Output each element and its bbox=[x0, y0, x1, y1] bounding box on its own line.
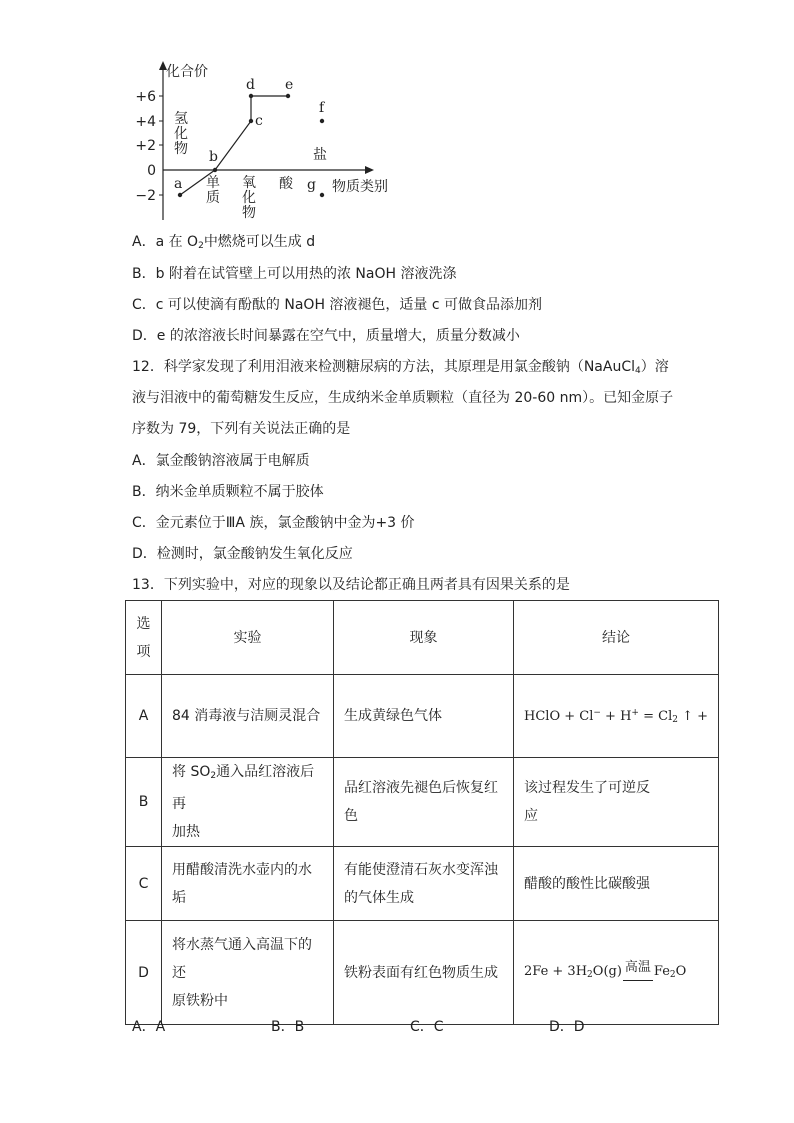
row-phenomenon: 有能使澄清石灰水变浑浊 的气体生成 bbox=[334, 847, 514, 921]
q13-stem: 13．下列实验中，对应的现象以及结论都正确且两者具有因果关系的是 bbox=[132, 577, 570, 593]
category-char: 氢 bbox=[174, 111, 188, 127]
category-oxide bbox=[242, 175, 256, 221]
row-conclusion: 醋酸的酸性比碳酸强 bbox=[514, 847, 719, 921]
experiment-table bbox=[125, 600, 719, 1025]
line-b-c bbox=[215, 121, 251, 170]
row-phenomenon: 铁粉表面有红色物质生成 bbox=[334, 921, 514, 1025]
row-conclusion: HClO + $Cl^- + H^+ = Cl_2$ ↑ + bbox=[514, 675, 719, 758]
table-row bbox=[126, 758, 719, 847]
row-option: C bbox=[126, 847, 162, 921]
row-experiment: 将水蒸气通入高温下的还 原铁粉中 bbox=[162, 921, 334, 1025]
answer-d: D．D bbox=[549, 1019, 585, 1035]
point-label-e: e bbox=[285, 77, 294, 93]
q12-option-b: B．纳米金单质颗粒不属于胶体 bbox=[132, 484, 324, 500]
header-experiment: 实验 bbox=[162, 601, 334, 675]
header-conclusion: 结论 bbox=[514, 601, 719, 675]
table-row bbox=[126, 921, 719, 1025]
answer-b: B．B bbox=[271, 1019, 305, 1035]
q12-option-d: D．检测时，氯金酸钠发生氧化反应 bbox=[132, 546, 353, 562]
point-label-g: g bbox=[307, 177, 316, 193]
point-c bbox=[249, 119, 253, 123]
point-b bbox=[213, 168, 217, 172]
category-char: 单 bbox=[206, 175, 220, 191]
row-phenomenon: 品红溶液先褪色后恢复红 色 bbox=[334, 758, 514, 847]
row-option: D bbox=[126, 921, 162, 1025]
point-label-f: f bbox=[319, 100, 325, 116]
category-salt: 盐 bbox=[313, 147, 327, 163]
row-experiment: 用醋酸清洗水壶内的水垢 bbox=[162, 847, 334, 921]
point-a bbox=[178, 193, 182, 197]
table-row bbox=[126, 675, 719, 758]
y-ticks bbox=[135, 89, 163, 204]
category-char: 化 bbox=[174, 126, 188, 142]
x-axis-arrow bbox=[365, 166, 374, 174]
header-phenomenon: 现象 bbox=[334, 601, 514, 675]
y-tick-label: +2 bbox=[135, 138, 156, 154]
q12-option-a: A．氯金酸钠溶液属于电解质 bbox=[132, 453, 310, 469]
category-element bbox=[206, 175, 220, 206]
q12-stem-line-3: 序数为 79，下列有关说法正确的是 bbox=[132, 421, 351, 437]
reaction-equation: $2Fe + 3H_2O(g)$ 高温 $Fe_2O$ bbox=[524, 964, 686, 979]
answer-c: C．C bbox=[410, 1019, 444, 1035]
category-char: 物 bbox=[174, 141, 188, 157]
point-f bbox=[320, 119, 324, 123]
q11-option-c: C．c 可以使滴有酚酞的 NaOH 溶液褪色，适量 c 可做食品添加剂 bbox=[132, 297, 543, 313]
q12-stem-line-1: 12．科学家发现了利用泪液来检测糖尿病的方法，其原理是用氯金酸钠（NaAuCl$_4$）溶 bbox=[132, 359, 669, 376]
y-tick-label: −2 bbox=[135, 188, 156, 204]
category-char: 化 bbox=[242, 190, 256, 206]
reaction-condition: 高温 bbox=[624, 959, 651, 975]
point-label-c: c bbox=[255, 113, 263, 129]
row-option: A bbox=[126, 675, 162, 758]
q11-option-a: A．a 在 $O_2$中燃烧可以生成 d bbox=[132, 234, 316, 251]
category-char: 物 bbox=[242, 205, 256, 221]
y-tick-label: +4 bbox=[135, 114, 156, 130]
x-axis-label: 物质类别 bbox=[332, 179, 388, 195]
answer-a: A．A bbox=[132, 1019, 166, 1035]
category-hydride bbox=[174, 111, 188, 157]
point-label-b: b bbox=[209, 149, 218, 165]
row-experiment: 将 $SO_2$通入品红溶液后再 加热 bbox=[162, 758, 334, 847]
q11-option-d: D．e 的浓溶液长时间暴露在空气中，质量增大，质量分数减小 bbox=[132, 328, 520, 344]
row-phenomenon: 生成黄绿色气体 bbox=[334, 675, 514, 758]
row-option: B bbox=[126, 758, 162, 847]
y-tick-label: 0 bbox=[147, 163, 156, 179]
header-option: 选 项 bbox=[126, 601, 162, 675]
point-label-a: a bbox=[174, 176, 183, 192]
table-row bbox=[126, 847, 719, 921]
category-char: 氧 bbox=[242, 175, 256, 191]
category-char: 质 bbox=[206, 190, 220, 206]
table-header-row bbox=[126, 601, 719, 675]
q12-option-c: C．金元素位于ⅢA 族，氯金酸钠中金为+3 价 bbox=[132, 515, 415, 531]
y-tick-label: +6 bbox=[135, 89, 156, 105]
row-experiment: 84 消毒液与洁厕灵混合 bbox=[162, 675, 334, 758]
row-conclusion: 该过程发生了可逆反 应 bbox=[514, 758, 719, 847]
row-conclusion bbox=[514, 921, 719, 1025]
point-e bbox=[286, 94, 290, 98]
y-axis-label: 化合价 bbox=[166, 64, 208, 80]
q11-option-b: B．b 附着在试管壁上可以用热的浓 NaOH 溶液洗涤 bbox=[132, 266, 457, 282]
valence-category-figure bbox=[120, 58, 420, 228]
point-label-d: d bbox=[246, 77, 255, 93]
q12-stem-line-2: 液与泪液中的葡萄糖发生反应，生成纳米金单质颗粒（直径为 20-60 nm）。已知金原子 bbox=[132, 390, 674, 406]
point-d bbox=[249, 94, 253, 98]
category-acid: 酸 bbox=[279, 176, 293, 192]
point-g bbox=[320, 193, 324, 197]
